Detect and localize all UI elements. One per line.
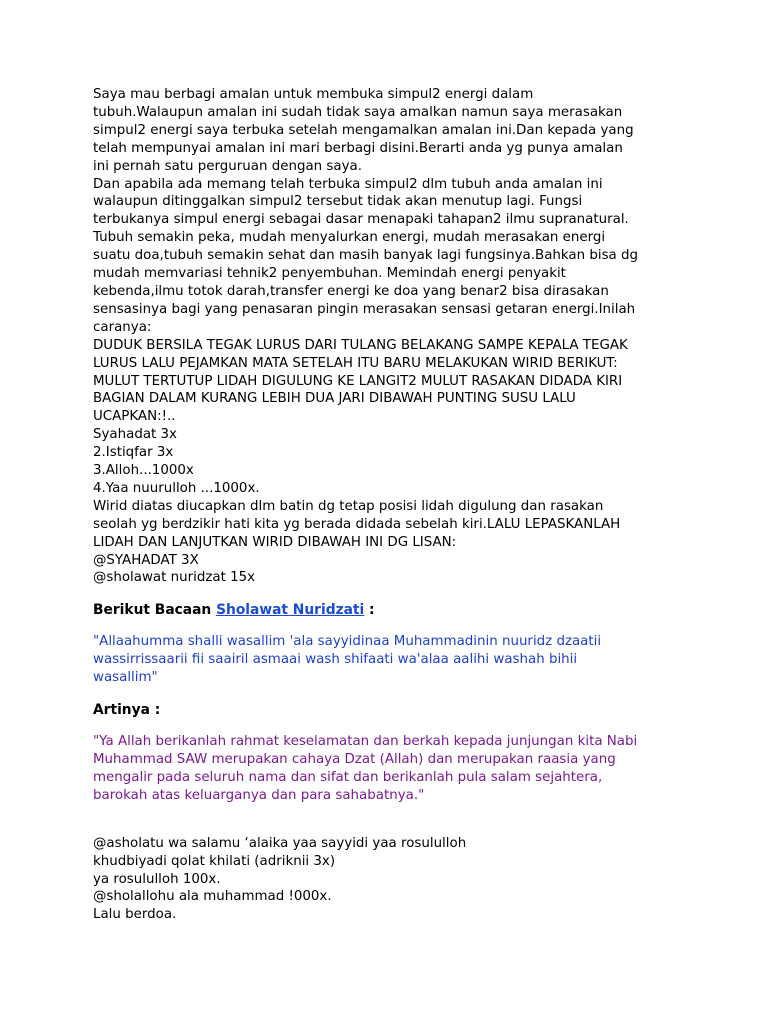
closing-line: @asholatu wa salamu ‘alaika yaa sayyidi yaa rosululloh bbox=[93, 835, 467, 851]
intro-line: mudah memvariasi tehnik2 penyembuhan. Memindah energi penyakit bbox=[93, 266, 566, 282]
arabic-line: wassirrissaarii fii saairil asmaai wash shifaati wa'alaa aalihi washah bihii bbox=[93, 652, 578, 668]
intro-line: MULUT TERTUTUP LIDAH DIGULUNG KE LANGIT2 MULUT RASAKAN DIDADA KIRI bbox=[93, 373, 623, 389]
sholawat-heading bbox=[93, 601, 683, 619]
arabic-line: "Allaahumma shalli wasallim 'ala sayyidinaa Muhammadinin nuuridz dzaatii bbox=[93, 634, 602, 650]
arabic-line: wasallim" bbox=[93, 670, 158, 686]
translation-line: Muhammad SAW merupakan cahaya Dzat (Allah) dan merupakan raasia yang bbox=[93, 752, 616, 767]
sholawat-heading-suffix: : bbox=[364, 602, 375, 619]
intro-line: 2.Istiqfar 3x bbox=[93, 445, 174, 461]
intro-line: seolah yg berdzikir hati kita yg berada didada sebelah kiri.LALU LEPASKANLAH bbox=[93, 516, 621, 532]
intro-line: @sholawat nuridzat 15x bbox=[93, 570, 256, 586]
intro-line: Tubuh semakin peka, mudah menyalurkan energi, mudah merasakan energi bbox=[93, 230, 606, 246]
intro-line: simpul2 energi saya terbuka setelah mengamalkan amalan ini.Dan kepada yang bbox=[93, 122, 634, 138]
intro-line: @SYAHADAT 3X bbox=[93, 552, 199, 568]
closing-line: @sholallohu ala muhammad !000x. bbox=[93, 889, 332, 905]
intro-line: kebenda,ilmu totok darah,transfer energi ke doa yang benar2 bisa dirasakan bbox=[93, 283, 609, 299]
intro-line: LIDAH DAN LANJUTKAN WIRID DIBAWAH INI DG LISAN: bbox=[93, 534, 457, 550]
closing-line: khudbiyadi qolat khilati (adriknii 3x) bbox=[93, 853, 336, 869]
intro-line: sensasinya bagi yang penasaran pingin merasakan sensasi getaran energi.Inilah bbox=[93, 301, 636, 317]
intro-line: LURUS LALU PEJAMKAN MATA SETELAH ITU BARU MELAKUKAN WIRID BERIKUT: bbox=[93, 355, 618, 371]
intro-line: walaupun ditinggalkan simpul2 tersebut tidak akan menutup lagi. Fungsi bbox=[93, 194, 583, 210]
intro-line: 3.Alloh...1000x bbox=[93, 463, 194, 479]
intro-line: UCAPKAN:!.. bbox=[93, 409, 176, 425]
intro-paragraph bbox=[93, 86, 683, 587]
translation-line: barokah atas keluarganya dan para sahabatnya." bbox=[93, 787, 425, 803]
translation-paragraph bbox=[93, 733, 683, 805]
closing-line: Lalu berdoa. bbox=[93, 907, 177, 923]
intro-line: 4.Yaa nuurulloh ...1000x. bbox=[93, 480, 260, 496]
intro-line: DUDUK BERSILA TEGAK LURUS DARI TULANG BELAKANG SAMPE KEPALA TEGAK bbox=[93, 337, 628, 353]
sholawat-heading-prefix: Berikut Bacaan bbox=[93, 602, 217, 619]
artinya-heading: Artinya : bbox=[93, 702, 161, 719]
intro-line: ini pernah satu perguruan dengan saya. bbox=[93, 158, 362, 174]
intro-line: BAGIAN DALAM KURANG LEBIH DUA JARI DIBAWAH PUNTING SUSU LALU bbox=[93, 391, 576, 407]
intro-line: suatu doa,tubuh semakin sehat dan masih banyak lagi fungsinya.Bahkan bisa dg bbox=[93, 248, 639, 264]
translation-line: "Ya Allah berikanlah rahmat keselamatan dan berkah kepada junjungan kita Nabi bbox=[93, 734, 638, 750]
sholawat-nuridzati-link[interactable]: Sholawat Nuridzati bbox=[216, 602, 365, 619]
intro-line: caranya: bbox=[93, 319, 152, 335]
intro-line: Wirid diatas diucapkan dlm batin dg tetap posisi lidah digulung dan rasakan bbox=[93, 498, 604, 514]
intro-line: Syahadat 3x bbox=[93, 427, 177, 443]
intro-line: Dan apabila ada memang telah terbuka simpul2 dlm tubuh anda amalan ini bbox=[93, 176, 603, 192]
closing-paragraph bbox=[93, 835, 683, 925]
intro-line: tubuh.Walaupun amalan ini sudah tidak saya amalkan namun saya merasakan bbox=[93, 104, 623, 120]
translation-line: mengalir pada seluruh nama dan sifat dan berikanlah pula salam sejahtera, bbox=[93, 769, 603, 785]
document-body bbox=[93, 86, 683, 924]
intro-line: telah mempunyai amalan ini mari berbagi disini.Berarti anda yg punya amalan bbox=[93, 140, 623, 156]
arabic-transliteration bbox=[93, 633, 683, 687]
closing-line: ya rosululloh 100x. bbox=[93, 871, 221, 887]
intro-line: terbukanya simpul energi sebagai dasar menapaki tahapan2 ilmu supranatural. bbox=[93, 212, 629, 228]
intro-line: Saya mau berbagi amalan untuk membuka simpul2 energi dalam bbox=[93, 87, 534, 102]
